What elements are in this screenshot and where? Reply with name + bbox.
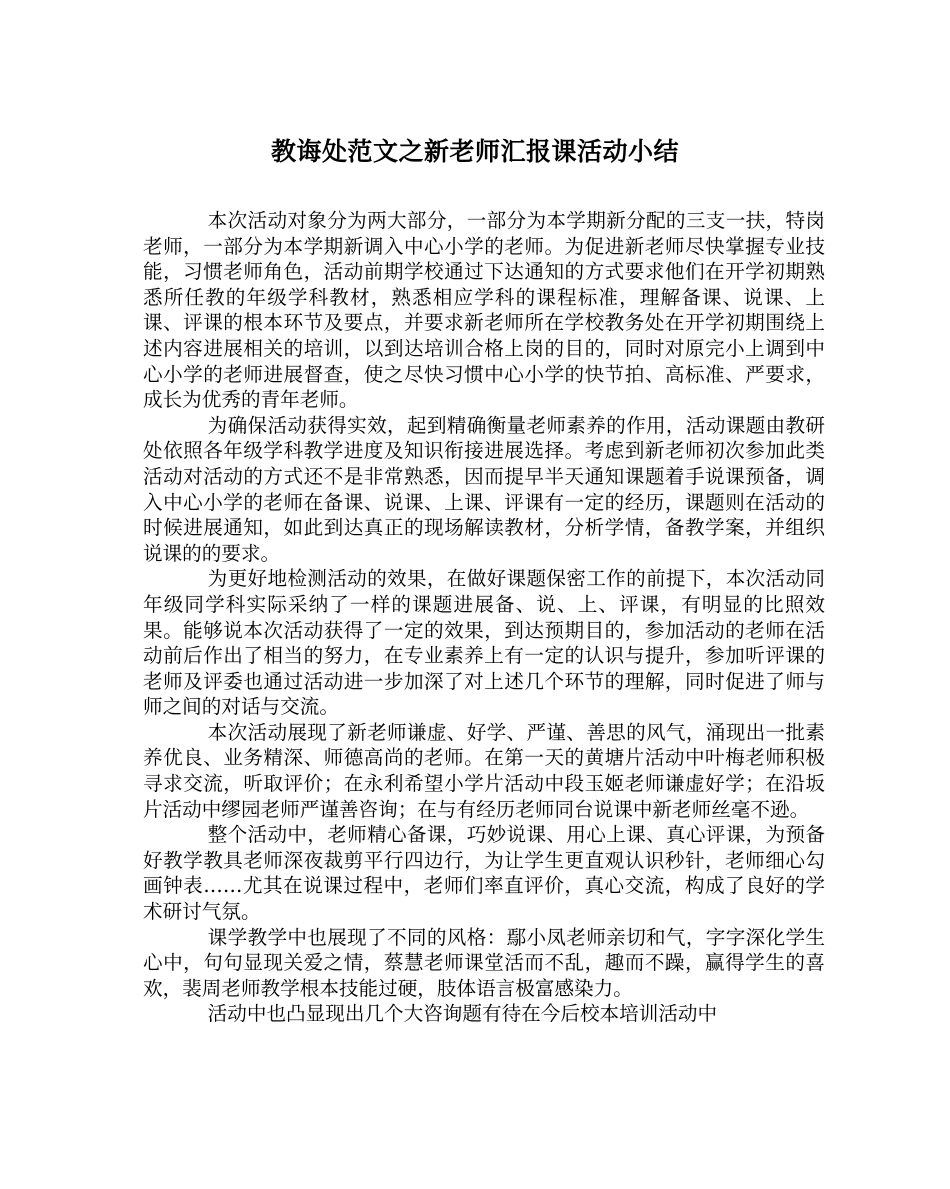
paragraph-4: 本次活动展现了新老师谦虚、好学、严谨、善思的风气，涌现出一批素养优良、业务精深、师德高尚的老师。在第一天的黄塘片活动中叶梅老师积极寻求交流，听取评价；在永利希望小学片活动中段玉姬老师谦虚好学；在沿坂片活动中缪园老师严谨善咨询；在与有经历老师同台说课中新老师丝毫不逊。 bbox=[143, 720, 825, 821]
paragraph-2: 为确保活动获得实效，起到精确衡量老师素养的作用，活动课题由教研处依照各年级学科教学进度及知识衔接进展选择。考虑到新老师初次参加此类活动对活动的方式还不是非常熟悉，因而提早半天通知课题着手说课预备，调入中心小学的老师在备课、说课、上课、评课有一定的经历，课题则在活动的时候进展通知，如此到达真正的现场解读教材，分析学情，备教学案，并组织说课的的要求。 bbox=[143, 413, 825, 565]
paragraph-5: 整个活动中，老师精心备课，巧妙说课、用心上课、真心评课，为预备好教学教具老师深夜裁剪平行四边行，为让学生更直观认识秒针，老师细心勾画钟表……尤其在说课过程中，老师们率直评价，真心交流，构成了良好的学术研讨气氛。 bbox=[143, 823, 825, 924]
paragraph-3: 为更好地检测活动的效果，在做好课题保密工作的前提下，本次活动同年级同学科实际采纳了一样的课题进展备、说、上、评课，有明显的比照效果。能够说本次活动获得了一定的效果，到达预期目的，参加活动的老师在活动前后作出了相当的努力，在专业素养上有一定的认识与提升，参加听评课的老师及评委也通过活动进一步加深了对上述几个环节的理解，同时促进了师与师之间的对话与交流。 bbox=[143, 567, 825, 719]
document-body bbox=[143, 208, 825, 1027]
document-title: 教诲处范文之新老师汇报课活动小结 bbox=[270, 137, 679, 166]
paragraph-1: 本次活动对象分为两大部分，一部分为本学期新分配的三支一扶，特岗老师，一部分为本学期新调入中心小学的老师。为促进新老师尽快掌握专业技能，习惯老师角色，活动前期学校通过下达通知的方式要求他们在开学初期熟悉所任教的年级学科教材，熟悉相应学科的课程标准，理解备课、说课、上课、评课的根本环节及要点，并要求新老师所在学校教务处在开学初期围绕上述内容进展相关的培训，以到达培训合格上岗的目的，同时对原完小上调到中心小学的老师进展督查，使之尽快习惯中心小学的快节拍、高标准、严要求，成长为优秀的青年老师。 bbox=[143, 209, 825, 412]
paragraph-7: 活动中也凸显现出几个大咨询题有待在今后校本培训活动中 bbox=[207, 1002, 718, 1026]
paragraph-6: 课学教学中也展现了不同的风格：鄢小凤老师亲切和气，字字深化学生心中，句句显现关爱之情，蔡慧老师课堂活而不乱，趣而不躁，赢得学生的喜欢，裴周老师教学根本技能过硬，肢体语言极富感染力。 bbox=[143, 925, 825, 1000]
